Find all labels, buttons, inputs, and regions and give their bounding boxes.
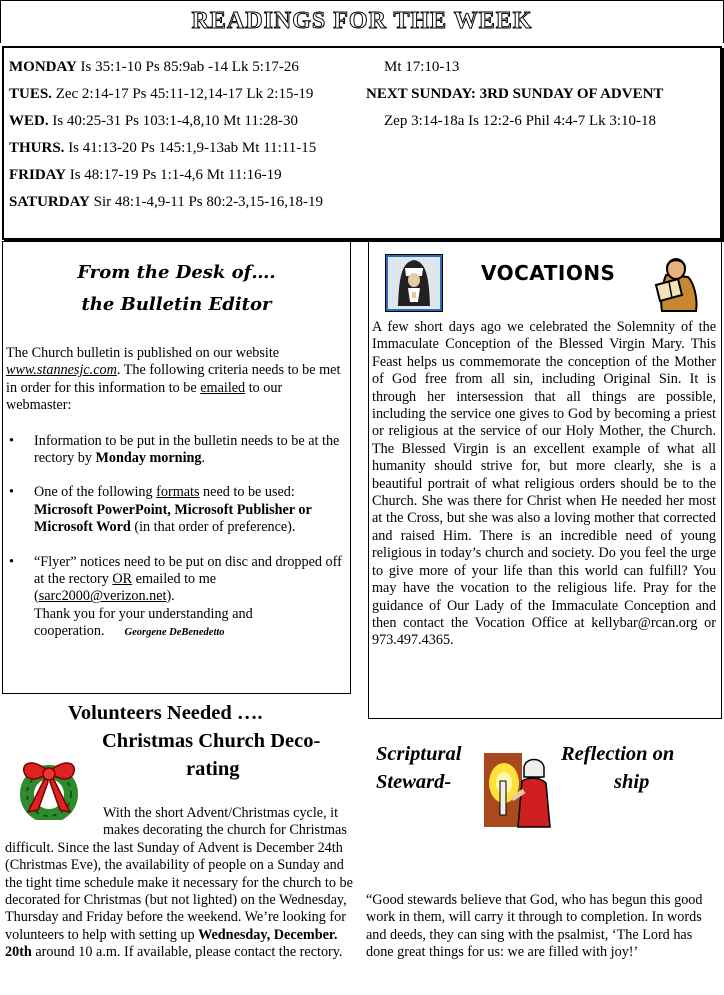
scriptural-right-line1: Reflection on <box>561 743 675 765</box>
scriptural-quote: “Good stewards believe that God, who has begun this good work in them, will carry it through to completion. In words and deeds, they can sing with the psalmist, ‘The Lord has done great things for us: we are filled with joy!’ <box>366 892 703 961</box>
item-bold: Microsoft PowerPoint, Microsoft Publisher or Microsoft Word <box>34 501 312 536</box>
desk-intro <box>6 345 346 415</box>
reading-text: Is 40:25-31 Ps 103:1-4,8,10 Mt 11:28-30 <box>48 113 299 129</box>
email-link[interactable]: sarc2000@verizon.net <box>38 588 167 605</box>
desk-intro-a: The Church bulletin is published on our website <box>6 345 280 361</box>
monk-with-book-icon <box>652 255 702 313</box>
reading-text: Is 48:17-19 Ps 1:1-4,6 Mt 11:16-19 <box>65 167 282 183</box>
item-text: need to be used: <box>199 484 295 501</box>
formats-underlined: formats <box>156 484 200 501</box>
item-text: emailed to me ( <box>34 571 217 605</box>
thanks-text: Thank you for your understanding and cooperation. <box>34 605 253 640</box>
praying-figure-candle-icon <box>484 751 554 829</box>
day-label: SATURDAY <box>9 194 90 210</box>
reading-text: Is 41:13-20 Ps 145:1,9-13ab Mt 11:11-15 <box>64 140 317 156</box>
list-item <box>6 554 346 642</box>
day-label: THURS. <box>9 140 65 156</box>
reading-monday <box>9 59 299 76</box>
volunteers-text: With the short Advent/Christmas cycle, it makes decorating the church for Christmas difficult. Since the last Sunday of Advent is December 24th (Christmas Eve), the availability of people on a Sunday and the tight time schedule make it necessary for the church to be decorated for Christmas (but not lighted) on the Wednesday, Thursday and Friday before the weekend. We’re looking for volunteers to help with setting up <box>5 805 353 943</box>
day-label: MONDAY <box>9 59 77 75</box>
desk-title-line1: From the Desk of…. <box>77 262 276 283</box>
readings-title: READINGS FOR THE WEEK <box>0 0 724 43</box>
scriptural-right-line2: ship <box>614 771 650 793</box>
editor-signature: Georgene DeBenedetto <box>124 627 225 639</box>
desk-title-line2: the Bulletin Editor <box>81 294 272 315</box>
volunteers-heading-line2: Christmas Church Deco- <box>102 730 321 752</box>
next-sunday-readings: Zep 3:14-18a Is 12:2-6 Phil 4:4-7 Lk 3:10-18 <box>384 113 657 129</box>
reading-thursday <box>9 140 316 157</box>
scriptural-left-line1: Scriptural <box>376 743 462 765</box>
volunteers-body <box>5 805 353 962</box>
day-label: FRIDAY <box>9 167 66 183</box>
reading-tuesday <box>9 86 313 103</box>
website-link[interactable]: www.stannesjc.com <box>6 362 117 379</box>
list-item <box>6 433 346 468</box>
vocations-title: VOCATIONS <box>481 261 616 285</box>
desk-intro-c: to our webmaster: <box>6 379 283 414</box>
criteria-list <box>6 433 346 642</box>
reading-friday <box>9 167 282 184</box>
reading-text: Sir 48:1-4,9-11 Ps 80:2-3,15-16,18-19 <box>89 194 324 210</box>
reading-text: Is 35:1-10 Ps 85:9ab -14 Lk 5:17-26 <box>76 59 299 75</box>
vocations-body: A few short days ago we celebrated the Solemnity of the Immaculate Conception of the Blessed Virgin Mary. This Feast helps us commemorate the conception of the Mother of God free from all sin, including Original Sin. It is through her intersession that all things are possible, including the service one gives to God by becoming a priest or religious at the service of our Holy Mother, the Church. The Blessed Virgin is an excellent example of what all humanity should strive for, but more clearly, she is a beautiful portrait of what religious orders should be to the Church. She was there for Christ when He needed her most at the Cross, but she was also a loving mother that corrected and raised Him. There is an incredible need of young religious in today’s church and society. Do you feel the urge to give more of your life than this world can fulfill? You may have the vocation to the religious life. Pray for the guidance of Our Lady of the Immaculate Conception and then contact the Vocation Office at kellybar@rcan.org or 973.497.4365. <box>372 319 716 649</box>
desk-body <box>6 345 346 659</box>
reading-saturday <box>9 194 323 211</box>
or-underlined: OR <box>112 571 133 588</box>
reading-wednesday <box>9 113 298 130</box>
item-text: ). <box>166 588 175 605</box>
reading-text: Zec 2:14-17 Ps 45:11-12,14-17 Lk 2:15-19 <box>51 86 314 102</box>
volunteers-text-end: around 10 a.m. If available, please contact the rectory. <box>31 944 343 961</box>
item-text: . <box>201 450 206 467</box>
next-sunday-heading: NEXT SUNDAY: 3RD SUNDAY OF ADVENT <box>366 86 664 102</box>
vocations-box <box>368 241 722 719</box>
item-text: (in that order of preference). <box>130 519 296 536</box>
item-text: “Flyer” notices need to be put on disc and dropped off at the rectory <box>34 553 342 588</box>
praying-nun-icon <box>385 254 443 312</box>
item-text: Information to be put in the bulletin needs to be at the rectory by <box>34 432 340 467</box>
list-item <box>6 484 346 536</box>
desk-intro-b: . The following criteria needs to be met in order for this information to be <box>6 362 341 396</box>
bulletin-editor-box <box>2 241 351 694</box>
reading-monday-extra: Mt 17:10-13 <box>384 59 460 75</box>
day-label: WED. <box>9 113 49 129</box>
volunteers-heading-line1: Volunteers Needed …. <box>68 702 263 724</box>
item-bold: Monday morning <box>95 450 202 467</box>
emailed-underlined: emailed <box>200 379 246 396</box>
scriptural-left-line2: Steward- <box>376 771 452 793</box>
volunteers-heading-line3: rating <box>186 758 240 780</box>
day-label: TUES. <box>9 86 52 102</box>
readings-box <box>2 46 722 240</box>
item-text: One of the following <box>34 484 157 501</box>
volunteers-date: Wednesday, December. 20th <box>5 926 338 961</box>
wreath-spacer <box>5 805 103 839</box>
